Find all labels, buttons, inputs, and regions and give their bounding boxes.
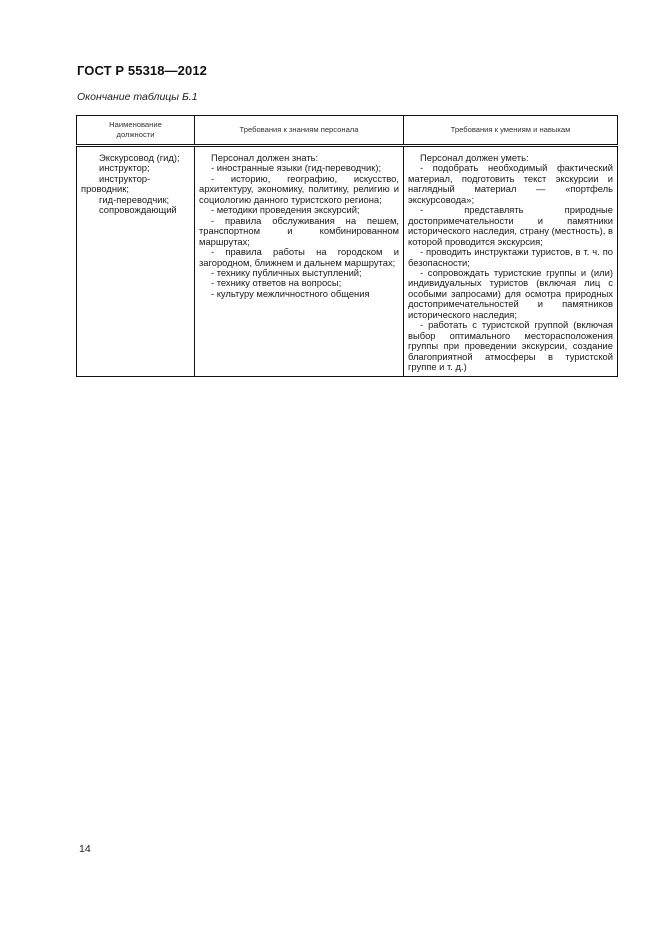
knowledge-item: - иностранные языки (гид-переводчик); [211,162,382,174]
position-item: гид-переводчик; [99,193,170,205]
skill-item: - представлять природные достопримечательности и памятники исторического наследия, страну (местность), в которой проводится экскурсия; [408,204,613,247]
knowledge-list [195,153,403,299]
position-item: инструктор- [99,172,151,184]
column-header-skills: Требования к умениям и навыкам [404,116,618,146]
cell-knowledge [195,146,404,377]
table-header [77,116,618,146]
knowledge-item: - технику ответов на вопросы; [211,277,342,289]
skill-item: - сопровождать туристские группы и (или) индивидуальных туристов (включая лиц с особыми запросами) для осмотра природных достопримечательностей и памятников исторического наследия; [408,266,613,320]
requirements-table [76,115,618,377]
knowledge-item: - историю, географию, искусство, архитектуру, экономику, политику, религию и социологию данного туристского региона; [199,172,399,205]
document-code: ГОСТ Р 55318—2012 [77,63,207,78]
skills-list [404,153,617,373]
requirements-table-container [76,115,614,377]
column-header-position [77,116,195,146]
table-caption: Окончание таблицы Б.1 [77,91,198,103]
page-number: 14 [79,843,91,855]
skills-intro: Персонал должен уметь: [420,152,529,163]
positions-list [77,153,194,216]
position-item: инструктор; [99,162,150,174]
cell-positions [77,146,195,377]
knowledge-item: - культуру межличностного общения [211,287,370,299]
skill-item: - подобрать необходимый фактический материал, подготовить текст экскурсии и наглядный материал — «портфель экскурсовода»; [408,162,613,205]
knowledge-intro: Персонал должен знать: [211,152,319,163]
column-header-knowledge: Требования к знаниям персонала [195,116,404,146]
knowledge-item: - правила обслуживания на пешем, транспортном и комбинированном маршрутах; [199,214,399,247]
cell-skills [404,146,618,377]
position-item: сопровождающий [99,204,177,216]
table-row [77,146,618,377]
column-header-position-line1: Наименование [109,120,162,129]
knowledge-item: - правила работы на городском и загородном, ближнем и дальнем маршрутах; [199,246,399,268]
knowledge-item: - методики проведения экскурсий; [211,204,360,216]
table-header-row [77,116,618,146]
position-item: Экскурсовод (гид); [99,152,180,163]
skill-item: - проводить инструктажи туристов, в т. ч. по безопасности; [408,246,613,268]
column-header-position-line2: должности [116,130,155,139]
skill-item: - работать с туристской группой (включая выбор оптимального месторасположения группы при проведении экскурсии, создание благоприятной атмосферы в туристской группе и т. д.) [408,319,613,373]
knowledge-item: - технику публичных выступлений; [211,266,362,278]
position-item: проводник; [81,183,129,195]
table-body [77,146,618,377]
